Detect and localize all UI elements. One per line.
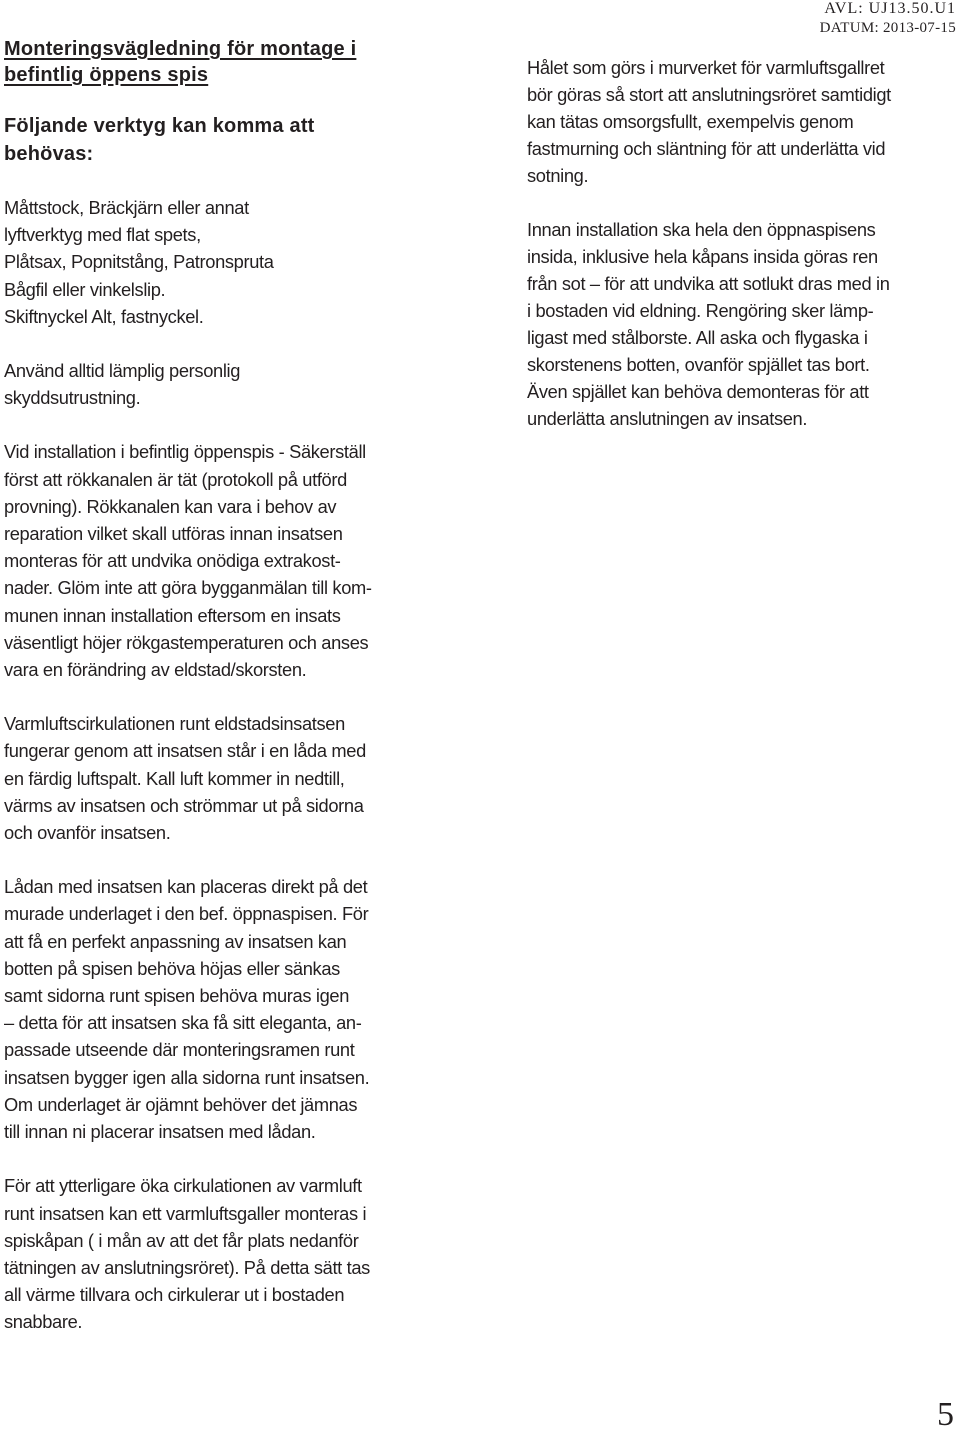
- text-line: Hålet som görs i murverket för varmluftsgallret: [527, 57, 885, 78]
- text-line: insida, inklusive hela kåpans insida göras ren: [527, 246, 878, 267]
- text-line: munen innan installation eftersom en insats: [4, 604, 341, 626]
- tools-heading: Följande verktyg kan komma att behövas:: [4, 115, 315, 165]
- text-line: Innan installation ska hela den öppnaspisens: [527, 219, 876, 240]
- text-line: först att rökkanalen är tät (protokoll på utförd: [4, 468, 347, 490]
- text-line: murade underlaget i den bef. öppnaspisen. För: [4, 903, 369, 925]
- text-line: kan tätas omsorgsfullt, exempelvis genom: [527, 111, 854, 132]
- existing-fireplace-paragraph: [4, 438, 400, 683]
- text-line: underlätta anslutningen av insatsen.: [527, 408, 808, 429]
- text-line: väsentligt höjer rökgastemperaturen och anses: [4, 631, 369, 653]
- text-line: För att ytterligare öka cirkulationen av varmluft: [4, 1175, 362, 1197]
- text-line: monteras för att undvika onödiga extrakost-: [4, 550, 341, 572]
- text-line: Även spjället kan behöva demonteras för att: [527, 381, 869, 402]
- text-line: till innan ni placerar insatsen med lådan.: [4, 1121, 316, 1143]
- text-line: Använd alltid lämplig personlig: [4, 360, 241, 382]
- text-line: sotning.: [527, 165, 589, 186]
- right-column: [527, 54, 927, 432]
- grille-hole-paragraph: [527, 54, 927, 189]
- box-placement-paragraph: [4, 873, 400, 1145]
- text-line: fastmurning och släntning för att underlätta vid: [527, 138, 886, 159]
- text-line: spiskåpan ( i mån av att det får plats nedanför: [4, 1229, 359, 1251]
- text-line: bör göras så stort att anslutningsröret samtidigt: [527, 84, 891, 105]
- text-line: skorstenens botten, ovanför spjället tas bort.: [527, 354, 870, 375]
- text-line: samt sidorna runt spisen behöva muras igen: [4, 985, 350, 1007]
- text-line: botten på spisen behöva höjas eller sänkas: [4, 957, 340, 979]
- text-line: Bågfil eller vinkelslip.: [4, 278, 166, 300]
- cleaning-paragraph: [527, 216, 927, 432]
- left-column: [4, 36, 400, 1336]
- text-line: lyftverktyg med flat spets,: [4, 224, 201, 246]
- text-line: Måttstock, Bräckjärn eller annat: [4, 197, 249, 218]
- air-grille-paragraph: [4, 1172, 400, 1335]
- text-line: passade utseende där monteringsramen runt: [4, 1039, 355, 1061]
- text-line: att få en perfekt anpassning av insatsen kan: [4, 930, 347, 952]
- text-line: Vid installation i befintlig öppenspis - Säkerställ: [4, 441, 366, 463]
- text-line: vara en förändring av eldstad/skorsten.: [4, 659, 307, 681]
- text-line: i bostaden vid eldning. Rengöring sker lämp-: [527, 300, 874, 321]
- text-line: nader. Glöm inte att göra bygganmälan till kom-: [4, 577, 372, 599]
- text-line: en färdig luftspalt. Kall luft kommer in nedtill,: [4, 767, 345, 789]
- text-line: Lådan med insatsen kan placeras direkt på det: [4, 876, 368, 898]
- page-title: Monteringsvägledning för montage i befintlig öppens spis: [4, 38, 357, 86]
- text-line: Varmluftscirkulationen runt eldstadsinsatsen: [4, 713, 345, 735]
- page-number: 5: [937, 1396, 954, 1433]
- text-line: snabbare.: [4, 1311, 83, 1333]
- text-line: tätningen av anslutningsröret). På detta sätt tas: [4, 1256, 370, 1278]
- text-line: fungerar genom att insatsen står i en låda med: [4, 740, 366, 762]
- text-line: runt insatsen kan ett varmluftsgaller monteras i: [4, 1202, 367, 1224]
- tools-paragraph: [4, 194, 400, 330]
- text-line: reparation vilket skall utföras innan insatsen: [4, 523, 343, 545]
- text-line: och ovanför insatsen.: [4, 822, 171, 844]
- text-line: Plåtsax, Popnitstång, Patronspruta: [4, 251, 274, 273]
- text-line: all värme tillvara och cirkulerar ut i bostaden: [4, 1284, 345, 1306]
- text-line: från sot – för att undvika att sotlukt dras med in: [527, 273, 890, 294]
- text-line: insatsen bygger igen alla sidorna runt insatsen.: [4, 1066, 370, 1088]
- text-line: Om underlaget är ojämnt behöver det jämnas: [4, 1093, 358, 1115]
- air-circulation-paragraph: [4, 710, 400, 846]
- text-line: ligast med stålborste. All aska och flygaska i: [527, 327, 868, 348]
- protective-gear-paragraph: [4, 357, 400, 411]
- document-date: DATUM: 2013-07-15: [819, 20, 956, 36]
- document-id: AVL: UJ13.50.U1: [824, 0, 956, 17]
- text-line: – detta för att insatsen ska få sitt eleganta, an-: [4, 1012, 362, 1034]
- text-line: provning). Rökkanalen kan vara i behov av: [4, 495, 337, 517]
- text-line: Skiftnyckel Alt, fastnyckel.: [4, 305, 204, 327]
- text-line: skyddsutrustning.: [4, 387, 141, 409]
- text-line: värms av insatsen och strömmar ut på sidorna: [4, 794, 364, 816]
